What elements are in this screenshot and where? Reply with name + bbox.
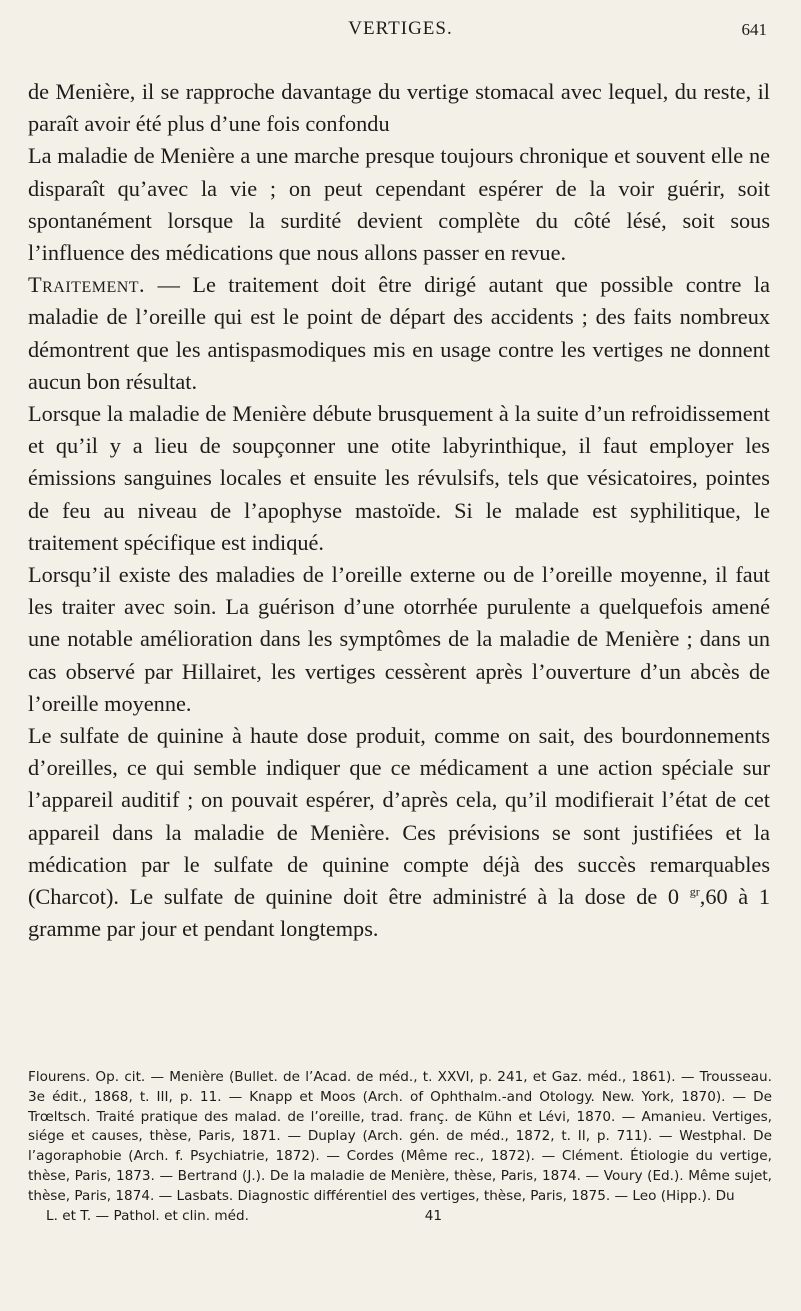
main-text: [28, 76, 770, 945]
paragraph-2: La maladie de Menière a une marche presque toujours chronique et souvent elle ne disparaît qu’avec la vie ; on peut cependant espérer de la voir guérir, soit spontanément lorsque la surdité devient complète du côté lésé, soit sous l’influence des médications que nous allons passer en revue.: [28, 143, 770, 266]
paragraph-6: [28, 720, 770, 945]
bibliography-last-line: [28, 1207, 772, 1227]
section-heading-traitement: Traitement.: [28, 272, 146, 298]
paragraph-6-text-b: ,60 à 1 gramme par jour et pendant longtemps.: [28, 884, 770, 942]
bibliography-text: Flourens. Op. cit. — Menière (Bullet. de l’Acad. de méd., t. XXVI, p. 241, et Gaz. méd., 1861). — Trousseau. 3e édit., 1868, t. III, p. 11. — Knapp et Moos (Arch. of Ophthalm.-and Otology. New. York, 1870). — De Trœltsch. Traité pratique des malad. de l’oreille, trad. franç. de Kühn et Lévi, 1870. — Amanieu. Vertiges, siége et causes, thèse, Paris, 1871. — Duplay (Arch. gén. de méd., 1872, t. II, p. 711). — Westphal. De l’agoraphobie (Arch. f. Psychiatrie, 1872). — Cordes (Même rec., 1872). — Clément. Étiologie du vertige, thèse, Paris, 1873. — Bertrand (J.). De la maladie de Menière, thèse, Paris, 1874. — Voury (Ed.). Même sujet, thèse, Paris, 1874. — Lasbats. Diagnostic différentiel des vertiges, thèse, Paris, 1875. — Leo (Hipp.). Du: [28, 1069, 772, 1204]
paragraph-5: Lorsqu’il existe des maladies de l’oreille externe ou de l’oreille moyenne, il faut les traiter avec soin. La guérison d’une otorrhée purulente a quelquefois amené une notable amélioration dans les symptômes de la maladie de Menière ; dans un cas observé par Hillairet, les vertiges cessèrent après l’ouverture d’un abcès de l’oreille moyenne.: [28, 562, 770, 716]
bibliography-last-line-text: L. et T. — Pathol. et clin. méd.: [46, 1207, 249, 1224]
paragraph-6-text-a: Le sulfate de quinine à haute dose produit, comme on sait, des bourdonnements d’oreilles, ce qui semble indiquer que ce médicament a une action spéciale sur l’appareil auditif ; on pouvait espérer, d’après cela, qu’il modifierait l’état de cet appareil dans la maladie de Menière. Ces prévisions se sont justifiées et la médication par le sulfate de quinine compte déjà des succès remarquables (Charcot). Le sulfate de quinine doit être administré à la dose de 0: [28, 723, 770, 910]
paragraph-3-text: — Le traitement doit être dirigé autant que possible contre la maladie de l’oreille qui est le point de départ des accidents ; des faits nombreux démontrent que les antispasmodiques mis en usage contre les vertiges ne donnent aucun bon résultat.: [28, 272, 770, 394]
paragraph-3: [28, 269, 770, 398]
page-number: 641: [741, 20, 767, 39]
signature-mark: 41: [424, 1207, 442, 1224]
page-header: [0, 12, 801, 42]
running-head: VERTIGES.: [348, 18, 453, 39]
paragraph-4: Lorsque la maladie de Menière débute brusquement à la suite d’un refroidissement et qu’il y a lieu de soupçonner une otite labyrinthique, il faut employer les émissions sanguines locales et ensuite les révulsifs, tels que vésicatoires, pointes de feu au niveau de l’apophyse mastoïde. Si le malade est syphilitique, le traitement spécifique est indiqué.: [28, 401, 770, 555]
bibliography-notes: [28, 1068, 772, 1226]
paragraph-1: de Menière, il se rapproche davantage du vertige stomacal avec lequel, du reste, il paraît avoir été plus d’une fois confondu: [28, 79, 770, 137]
gram-abbreviation: gr: [689, 884, 700, 899]
